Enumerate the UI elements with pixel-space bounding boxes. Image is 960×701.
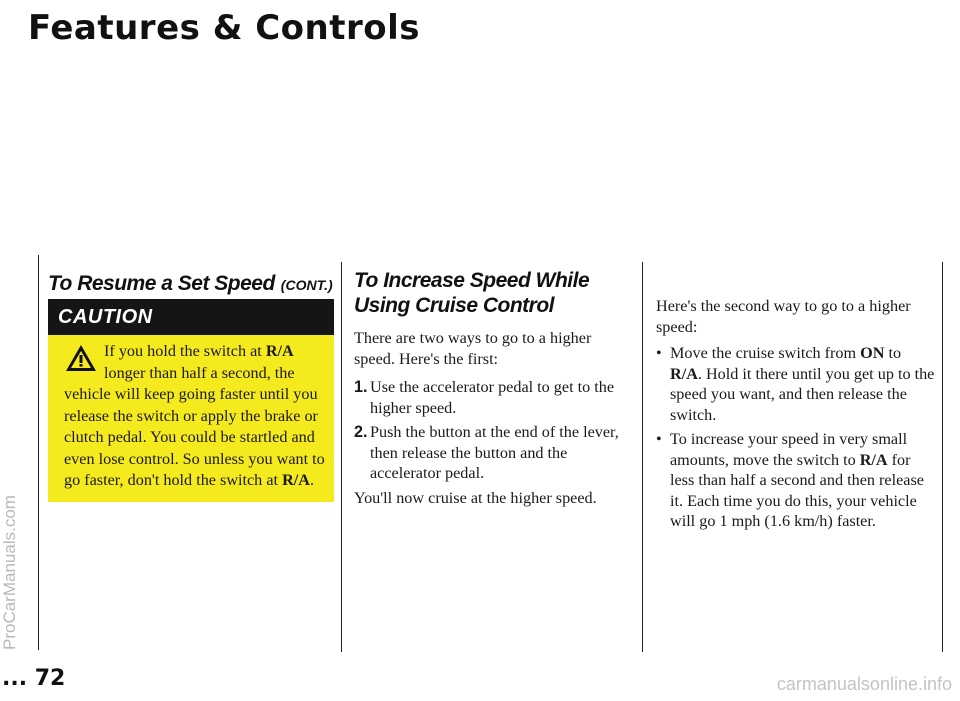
page-number bbox=[2, 666, 65, 691]
second-way-section bbox=[656, 296, 936, 536]
second-way-bullets bbox=[656, 343, 936, 532]
caution-box bbox=[48, 299, 334, 502]
increase-speed-steps bbox=[354, 377, 634, 484]
increase-speed-intro: There are two ways to go to a higher speed. Here's the first: bbox=[354, 329, 592, 368]
bullet-text-part: to bbox=[884, 344, 902, 362]
step-text: Push the button at the end of the lever, then release the button and the accelerator pedal. bbox=[370, 423, 619, 482]
page-number-prefix: ... bbox=[2, 666, 28, 691]
increase-speed-heading: To Increase Speed While Using Cruise Control bbox=[354, 269, 590, 317]
list-item bbox=[656, 343, 936, 425]
step-number: 2. bbox=[354, 423, 368, 441]
bullet-text-part: . Hold it there until you get up to the speed you want, and then release the switch. bbox=[670, 364, 935, 424]
caution-text-part: If you hold the switch at bbox=[104, 342, 266, 360]
increase-speed-outro: You'll now cruise at the higher speed. bbox=[354, 488, 597, 507]
caution-text-part: . bbox=[309, 471, 314, 489]
caution-text-part: R/A bbox=[265, 342, 294, 360]
bullet-text-part: R/A bbox=[859, 450, 888, 469]
bottom-watermark: carmanualsonline.info bbox=[776, 674, 952, 694]
page-number-value: 72 bbox=[34, 666, 66, 691]
column-divider bbox=[642, 262, 643, 652]
bullet-icon: • bbox=[656, 430, 662, 448]
increase-speed-section bbox=[354, 268, 634, 508]
list-item bbox=[354, 377, 634, 418]
caution-text-part: R/A bbox=[282, 471, 310, 489]
bullet-text-part: To increase your speed in very small amounts, move the switch to bbox=[670, 430, 908, 469]
caution-label: CAUTION bbox=[48, 299, 334, 335]
column-divider bbox=[38, 255, 39, 650]
bullet-text-part: for less than half a second and then release it. Each time you do this, your vehicle will go 1 mph (1.6 km/h) faster. bbox=[670, 450, 924, 530]
second-way-intro: Here's the second way to go to a higher speed: bbox=[656, 297, 911, 336]
column-divider bbox=[341, 262, 342, 652]
resume-speed-heading bbox=[48, 272, 333, 296]
step-text: Use the accelerator pedal to get to the higher speed. bbox=[370, 378, 615, 417]
bullet-text-part: Move the cruise switch from bbox=[670, 344, 861, 362]
bullet-text-part: R/A bbox=[670, 364, 698, 383]
page-section-title: Features & Controls bbox=[28, 8, 420, 48]
list-item bbox=[656, 429, 936, 532]
warning-triangle-icon bbox=[64, 343, 98, 373]
caution-text bbox=[48, 335, 334, 492]
resume-speed-heading-text: To Resume a Set Speed bbox=[48, 272, 275, 295]
caution-text-part: longer than half a second, the vehicle will keep going faster until you release the switch or apply the brake or clutch pedal. You could be startled and even lose control. So unless you want to go faster, don't hold the switch at bbox=[64, 363, 325, 489]
step-number: 1. bbox=[354, 378, 368, 396]
heading-continued-label: (CONT.) bbox=[280, 277, 333, 293]
side-watermark: ProCarManuals.com bbox=[0, 495, 19, 650]
bullet-text-part: ON bbox=[860, 344, 885, 362]
bullet-icon: • bbox=[656, 344, 662, 362]
list-item bbox=[354, 422, 634, 484]
column-divider bbox=[942, 262, 943, 652]
